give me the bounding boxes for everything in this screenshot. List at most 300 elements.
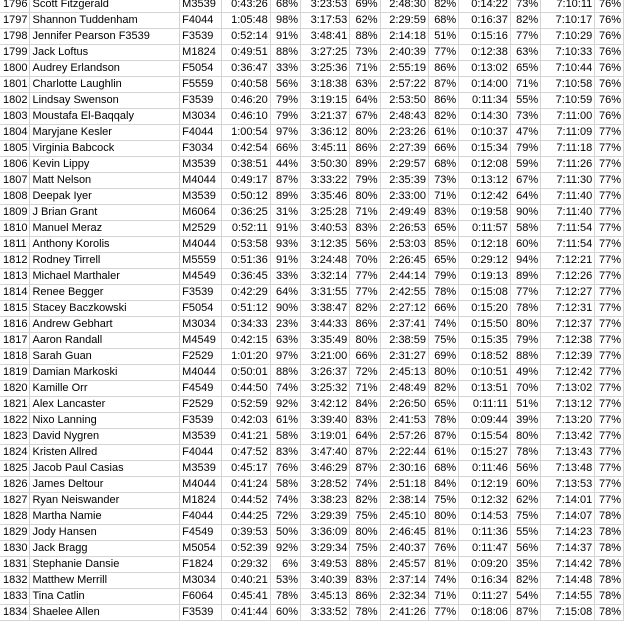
bike-time-cell[interactable]: 3:48:41	[301, 29, 350, 45]
swim-time-cell[interactable]: 0:42:29	[222, 285, 270, 301]
run-pct-cell[interactable]: 77%	[428, 605, 458, 621]
division-cell[interactable]: M3539	[180, 0, 222, 13]
transition-time-cell[interactable]: 0:18:06	[459, 605, 511, 621]
transition-time-cell[interactable]: 0:15:27	[459, 445, 511, 461]
name-cell[interactable]: Manuel Meraz	[30, 221, 180, 237]
total-time-cell[interactable]: 7:10:33	[541, 45, 595, 61]
bib-cell[interactable]: 1810	[0, 221, 30, 237]
bib-cell[interactable]: 1821	[0, 397, 30, 413]
total-pct-cell[interactable]: 77%	[595, 429, 624, 445]
division-cell[interactable]: M6064	[180, 205, 222, 221]
total-time-cell[interactable]: 7:10:11	[541, 0, 595, 13]
total-pct-cell[interactable]: 76%	[595, 29, 624, 45]
swim-pct-cell[interactable]: 64%	[270, 285, 300, 301]
bike-time-cell[interactable]: 3:25:28	[301, 205, 350, 221]
bike-pct-cell[interactable]: 75%	[350, 509, 380, 525]
transition-pct-cell[interactable]: 65%	[510, 61, 540, 77]
total-pct-cell[interactable]: 77%	[595, 413, 624, 429]
bike-time-cell[interactable]: 3:45:13	[301, 589, 350, 605]
bib-cell[interactable]: 1819	[0, 365, 30, 381]
bike-pct-cell[interactable]: 56%	[350, 237, 380, 253]
swim-time-cell[interactable]: 0:52:59	[222, 397, 270, 413]
swim-time-cell[interactable]: 0:53:58	[222, 237, 270, 253]
transition-pct-cell[interactable]: 94%	[510, 253, 540, 269]
name-cell[interactable]: Anthony Korolis	[30, 237, 180, 253]
bike-pct-cell[interactable]: 78%	[350, 605, 380, 621]
swim-pct-cell[interactable]: 68%	[270, 0, 300, 13]
run-pct-cell[interactable]: 65%	[428, 221, 458, 237]
division-cell[interactable]: F4549	[180, 525, 222, 541]
total-time-cell[interactable]: 7:11:54	[541, 221, 595, 237]
swim-time-cell[interactable]: 0:45:17	[222, 461, 270, 477]
total-time-cell[interactable]: 7:14:07	[541, 509, 595, 525]
bike-pct-cell[interactable]: 83%	[350, 221, 380, 237]
transition-time-cell[interactable]: 0:15:08	[459, 285, 511, 301]
total-time-cell[interactable]: 7:11:18	[541, 141, 595, 157]
name-cell[interactable]: Deepak Iyer	[30, 189, 180, 205]
transition-pct-cell[interactable]: 60%	[510, 237, 540, 253]
bike-time-cell[interactable]: 3:42:12	[301, 397, 350, 413]
total-pct-cell[interactable]: 77%	[595, 477, 624, 493]
run-time-cell[interactable]: 2:38:14	[380, 493, 428, 509]
swim-pct-cell[interactable]: 53%	[270, 573, 300, 589]
run-time-cell[interactable]: 2:42:55	[380, 285, 428, 301]
swim-pct-cell[interactable]: 89%	[270, 189, 300, 205]
bib-cell[interactable]: 1826	[0, 477, 30, 493]
run-pct-cell[interactable]: 65%	[428, 397, 458, 413]
bike-pct-cell[interactable]: 82%	[350, 301, 380, 317]
division-cell[interactable]: F4549	[180, 381, 222, 397]
total-time-cell[interactable]: 7:12:37	[541, 317, 595, 333]
bib-cell[interactable]: 1812	[0, 253, 30, 269]
name-cell[interactable]: David Nygren	[30, 429, 180, 445]
total-pct-cell[interactable]: 77%	[595, 173, 624, 189]
bike-time-cell[interactable]: 3:39:40	[301, 413, 350, 429]
name-cell[interactable]: Jody Hansen	[30, 525, 180, 541]
total-pct-cell[interactable]: 77%	[595, 157, 624, 173]
run-time-cell[interactable]: 2:41:26	[380, 605, 428, 621]
run-pct-cell[interactable]: 80%	[428, 365, 458, 381]
swim-pct-cell[interactable]: 98%	[270, 13, 300, 29]
name-cell[interactable]: Matthew Merrill	[30, 573, 180, 589]
run-time-cell[interactable]: 2:51:18	[380, 477, 428, 493]
run-pct-cell[interactable]: 80%	[428, 509, 458, 525]
division-cell[interactable]: F1824	[180, 557, 222, 573]
swim-time-cell[interactable]: 0:34:33	[222, 317, 270, 333]
run-pct-cell[interactable]: 68%	[428, 461, 458, 477]
total-pct-cell[interactable]: 76%	[595, 93, 624, 109]
run-pct-cell[interactable]: 77%	[428, 45, 458, 61]
bike-pct-cell[interactable]: 88%	[350, 557, 380, 573]
transition-time-cell[interactable]: 0:11:47	[459, 541, 511, 557]
run-time-cell[interactable]: 2:33:00	[380, 189, 428, 205]
division-cell[interactable]: F5559	[180, 77, 222, 93]
bike-time-cell[interactable]: 3:33:52	[301, 605, 350, 621]
bib-cell[interactable]: 1831	[0, 557, 30, 573]
division-cell[interactable]: F4044	[180, 13, 222, 29]
bib-cell[interactable]: 1805	[0, 141, 30, 157]
total-pct-cell[interactable]: 76%	[595, 77, 624, 93]
bike-time-cell[interactable]: 3:25:36	[301, 61, 350, 77]
transition-pct-cell[interactable]: 80%	[510, 317, 540, 333]
run-pct-cell[interactable]: 74%	[428, 573, 458, 589]
swim-time-cell[interactable]: 0:42:54	[222, 141, 270, 157]
swim-time-cell[interactable]: 0:50:12	[222, 189, 270, 205]
bib-cell[interactable]: 1827	[0, 493, 30, 509]
total-pct-cell[interactable]: 77%	[595, 253, 624, 269]
transition-pct-cell[interactable]: 87%	[510, 605, 540, 621]
transition-pct-cell[interactable]: 39%	[510, 413, 540, 429]
name-cell[interactable]: Andrew Gebhart	[30, 317, 180, 333]
division-cell[interactable]: F3034	[180, 141, 222, 157]
transition-time-cell[interactable]: 0:18:52	[459, 349, 511, 365]
total-pct-cell[interactable]: 78%	[595, 525, 624, 541]
transition-pct-cell[interactable]: 77%	[510, 285, 540, 301]
transition-time-cell[interactable]: 0:11:27	[459, 589, 511, 605]
total-time-cell[interactable]: 7:13:42	[541, 429, 595, 445]
total-pct-cell[interactable]: 77%	[595, 397, 624, 413]
swim-pct-cell[interactable]: 60%	[270, 605, 300, 621]
name-cell[interactable]: Kevin Lippy	[30, 157, 180, 173]
run-time-cell[interactable]: 2:22:44	[380, 445, 428, 461]
total-time-cell[interactable]: 7:15:08	[541, 605, 595, 621]
run-pct-cell[interactable]: 74%	[428, 317, 458, 333]
transition-pct-cell[interactable]: 60%	[510, 477, 540, 493]
bike-time-cell[interactable]: 3:28:52	[301, 477, 350, 493]
bib-cell[interactable]: 1825	[0, 461, 30, 477]
division-cell[interactable]: F3539	[180, 413, 222, 429]
transition-time-cell[interactable]: 0:16:34	[459, 573, 511, 589]
transition-time-cell[interactable]: 0:09:44	[459, 413, 511, 429]
name-cell[interactable]: Kristen Allred	[30, 445, 180, 461]
run-time-cell[interactable]: 2:29:57	[380, 157, 428, 173]
name-cell[interactable]: Alex Lancaster	[30, 397, 180, 413]
swim-pct-cell[interactable]: 31%	[270, 205, 300, 221]
transition-pct-cell[interactable]: 89%	[510, 269, 540, 285]
transition-pct-cell[interactable]: 51%	[510, 397, 540, 413]
division-cell[interactable]: M3034	[180, 109, 222, 125]
run-time-cell[interactable]: 2:45:57	[380, 557, 428, 573]
division-cell[interactable]: M1824	[180, 493, 222, 509]
bike-time-cell[interactable]: 3:35:46	[301, 189, 350, 205]
run-time-cell[interactable]: 2:30:16	[380, 461, 428, 477]
total-pct-cell[interactable]: 77%	[595, 125, 624, 141]
name-cell[interactable]: Lindsay Swenson	[30, 93, 180, 109]
swim-time-cell[interactable]: 0:50:01	[222, 365, 270, 381]
run-time-cell[interactable]: 2:37:14	[380, 573, 428, 589]
division-cell[interactable]: M4549	[180, 333, 222, 349]
bike-time-cell[interactable]: 3:46:29	[301, 461, 350, 477]
name-cell[interactable]: Charlotte Laughlin	[30, 77, 180, 93]
transition-pct-cell[interactable]: 88%	[510, 349, 540, 365]
run-time-cell[interactable]: 2:53:03	[380, 237, 428, 253]
transition-time-cell[interactable]: 0:14:00	[459, 77, 511, 93]
total-pct-cell[interactable]: 77%	[595, 221, 624, 237]
total-pct-cell[interactable]: 77%	[595, 189, 624, 205]
run-pct-cell[interactable]: 84%	[428, 477, 458, 493]
name-cell[interactable]: Stacey Baczkowski	[30, 301, 180, 317]
run-pct-cell[interactable]: 75%	[428, 493, 458, 509]
transition-pct-cell[interactable]: 82%	[510, 13, 540, 29]
swim-pct-cell[interactable]: 91%	[270, 253, 300, 269]
bike-pct-cell[interactable]: 66%	[350, 349, 380, 365]
transition-pct-cell[interactable]: 56%	[510, 541, 540, 557]
run-pct-cell[interactable]: 76%	[428, 541, 458, 557]
run-pct-cell[interactable]: 83%	[428, 205, 458, 221]
bike-pct-cell[interactable]: 86%	[350, 589, 380, 605]
transition-time-cell[interactable]: 0:10:37	[459, 125, 511, 141]
swim-pct-cell[interactable]: 92%	[270, 541, 300, 557]
total-time-cell[interactable]: 7:13:12	[541, 397, 595, 413]
swim-time-cell[interactable]: 0:49:51	[222, 45, 270, 61]
transition-pct-cell[interactable]: 77%	[510, 29, 540, 45]
bib-cell[interactable]: 1824	[0, 445, 30, 461]
transition-pct-cell[interactable]: 64%	[510, 189, 540, 205]
division-cell[interactable]: M2529	[180, 221, 222, 237]
transition-time-cell[interactable]: 0:15:54	[459, 429, 511, 445]
run-time-cell[interactable]: 2:14:18	[380, 29, 428, 45]
run-pct-cell[interactable]: 68%	[428, 13, 458, 29]
bike-time-cell[interactable]: 3:31:55	[301, 285, 350, 301]
bib-cell[interactable]: 1809	[0, 205, 30, 221]
name-cell[interactable]: Matt Nelson	[30, 173, 180, 189]
division-cell[interactable]: F6064	[180, 589, 222, 605]
swim-time-cell[interactable]: 0:46:10	[222, 109, 270, 125]
bib-cell[interactable]: 1806	[0, 157, 30, 173]
total-time-cell[interactable]: 7:10:59	[541, 93, 595, 109]
run-time-cell[interactable]: 2:26:45	[380, 253, 428, 269]
name-cell[interactable]: Virginia Babcock	[30, 141, 180, 157]
total-pct-cell[interactable]: 78%	[595, 509, 624, 525]
division-cell[interactable]: M4044	[180, 237, 222, 253]
name-cell[interactable]: Ryan Neiswander	[30, 493, 180, 509]
swim-pct-cell[interactable]: 79%	[270, 109, 300, 125]
bib-cell[interactable]: 1800	[0, 61, 30, 77]
total-time-cell[interactable]: 7:10:44	[541, 61, 595, 77]
run-time-cell[interactable]: 2:32:34	[380, 589, 428, 605]
swim-pct-cell[interactable]: 72%	[270, 509, 300, 525]
run-time-cell[interactable]: 2:40:37	[380, 541, 428, 557]
division-cell[interactable]: M3539	[180, 157, 222, 173]
total-pct-cell[interactable]: 77%	[595, 301, 624, 317]
bike-time-cell[interactable]: 3:47:40	[301, 445, 350, 461]
transition-time-cell[interactable]: 0:13:02	[459, 61, 511, 77]
swim-time-cell[interactable]: 0:41:24	[222, 477, 270, 493]
transition-pct-cell[interactable]: 90%	[510, 205, 540, 221]
run-pct-cell[interactable]: 86%	[428, 61, 458, 77]
division-cell[interactable]: M4044	[180, 365, 222, 381]
division-cell[interactable]: F2529	[180, 397, 222, 413]
run-time-cell[interactable]: 2:37:41	[380, 317, 428, 333]
swim-time-cell[interactable]: 0:51:12	[222, 301, 270, 317]
bike-pct-cell[interactable]: 71%	[350, 61, 380, 77]
run-pct-cell[interactable]: 66%	[428, 141, 458, 157]
total-pct-cell[interactable]: 77%	[595, 141, 624, 157]
name-cell[interactable]: Shannon Tuddenham	[30, 13, 180, 29]
bike-pct-cell[interactable]: 80%	[350, 525, 380, 541]
swim-time-cell[interactable]: 0:41:44	[222, 605, 270, 621]
division-cell[interactable]: M3034	[180, 317, 222, 333]
name-cell[interactable]: Stephanie Dansie	[30, 557, 180, 573]
name-cell[interactable]: Kamille Orr	[30, 381, 180, 397]
name-cell[interactable]: Tina Catlin	[30, 589, 180, 605]
bike-time-cell[interactable]: 3:45:11	[301, 141, 350, 157]
bib-cell[interactable]: 1820	[0, 381, 30, 397]
total-pct-cell[interactable]: 76%	[595, 0, 624, 13]
total-pct-cell[interactable]: 78%	[595, 605, 624, 621]
transition-pct-cell[interactable]: 56%	[510, 461, 540, 477]
bib-cell[interactable]: 1813	[0, 269, 30, 285]
bike-pct-cell[interactable]: 69%	[350, 0, 380, 13]
bike-pct-cell[interactable]: 83%	[350, 573, 380, 589]
name-cell[interactable]: Jennifer Pearson F3539	[30, 29, 180, 45]
transition-pct-cell[interactable]: 78%	[510, 301, 540, 317]
swim-pct-cell[interactable]: 88%	[270, 45, 300, 61]
total-pct-cell[interactable]: 77%	[595, 285, 624, 301]
transition-time-cell[interactable]: 0:10:51	[459, 365, 511, 381]
bike-time-cell[interactable]: 3:40:39	[301, 573, 350, 589]
run-pct-cell[interactable]: 82%	[428, 381, 458, 397]
run-time-cell[interactable]: 2:40:39	[380, 45, 428, 61]
transition-time-cell[interactable]: 0:12:32	[459, 493, 511, 509]
name-cell[interactable]: Jack Loftus	[30, 45, 180, 61]
swim-pct-cell[interactable]: 66%	[270, 141, 300, 157]
transition-pct-cell[interactable]: 58%	[510, 221, 540, 237]
transition-time-cell[interactable]: 0:15:34	[459, 141, 511, 157]
transition-time-cell[interactable]: 0:16:37	[459, 13, 511, 29]
swim-time-cell[interactable]: 0:44:50	[222, 381, 270, 397]
run-time-cell[interactable]: 2:31:27	[380, 349, 428, 365]
swim-pct-cell[interactable]: 44%	[270, 157, 300, 173]
bib-cell[interactable]: 1808	[0, 189, 30, 205]
run-pct-cell[interactable]: 51%	[428, 29, 458, 45]
run-pct-cell[interactable]: 78%	[428, 413, 458, 429]
division-cell[interactable]: M3539	[180, 429, 222, 445]
run-time-cell[interactable]: 2:29:59	[380, 13, 428, 29]
bike-time-cell[interactable]: 3:29:34	[301, 541, 350, 557]
run-pct-cell[interactable]: 61%	[428, 125, 458, 141]
total-pct-cell[interactable]: 77%	[595, 493, 624, 509]
bike-time-cell[interactable]: 3:33:22	[301, 173, 350, 189]
transition-pct-cell[interactable]: 79%	[510, 141, 540, 157]
bike-pct-cell[interactable]: 86%	[350, 141, 380, 157]
swim-pct-cell[interactable]: 78%	[270, 589, 300, 605]
run-time-cell[interactable]: 2:27:39	[380, 141, 428, 157]
total-pct-cell[interactable]: 77%	[595, 445, 624, 461]
run-pct-cell[interactable]: 87%	[428, 77, 458, 93]
bike-time-cell[interactable]: 3:21:00	[301, 349, 350, 365]
run-time-cell[interactable]: 2:57:26	[380, 429, 428, 445]
total-pct-cell[interactable]: 78%	[595, 573, 624, 589]
run-pct-cell[interactable]: 66%	[428, 301, 458, 317]
bib-cell[interactable]: 1804	[0, 125, 30, 141]
bib-cell[interactable]: 1817	[0, 333, 30, 349]
bike-time-cell[interactable]: 3:19:01	[301, 429, 350, 445]
run-pct-cell[interactable]: 65%	[428, 253, 458, 269]
run-time-cell[interactable]: 2:53:50	[380, 93, 428, 109]
run-time-cell[interactable]: 2:38:59	[380, 333, 428, 349]
bike-pct-cell[interactable]: 89%	[350, 157, 380, 173]
swim-time-cell[interactable]: 1:05:48	[222, 13, 270, 29]
bike-time-cell[interactable]: 3:21:37	[301, 109, 350, 125]
run-pct-cell[interactable]: 68%	[428, 157, 458, 173]
total-pct-cell[interactable]: 77%	[595, 269, 624, 285]
swim-time-cell[interactable]: 0:45:41	[222, 589, 270, 605]
swim-pct-cell[interactable]: 23%	[270, 317, 300, 333]
run-time-cell[interactable]: 2:35:39	[380, 173, 428, 189]
total-time-cell[interactable]: 7:11:00	[541, 109, 595, 125]
name-cell[interactable]: Audrey Erlandson	[30, 61, 180, 77]
swim-pct-cell[interactable]: 88%	[270, 365, 300, 381]
total-time-cell[interactable]: 7:12:31	[541, 301, 595, 317]
total-time-cell[interactable]: 7:13:43	[541, 445, 595, 461]
run-time-cell[interactable]: 2:45:13	[380, 365, 428, 381]
division-cell[interactable]: F3539	[180, 285, 222, 301]
transition-time-cell[interactable]: 0:19:58	[459, 205, 511, 221]
total-pct-cell[interactable]: 78%	[595, 541, 624, 557]
total-time-cell[interactable]: 7:12:38	[541, 333, 595, 349]
total-time-cell[interactable]: 7:13:48	[541, 461, 595, 477]
bike-pct-cell[interactable]: 82%	[350, 493, 380, 509]
swim-pct-cell[interactable]: 92%	[270, 397, 300, 413]
swim-time-cell[interactable]: 0:52:14	[222, 29, 270, 45]
run-pct-cell[interactable]: 73%	[428, 173, 458, 189]
swim-time-cell[interactable]: 1:01:20	[222, 349, 270, 365]
bike-pct-cell[interactable]: 77%	[350, 285, 380, 301]
name-cell[interactable]: Scott Fitzgerald	[30, 0, 180, 13]
name-cell[interactable]: Maryjane Kesler	[30, 125, 180, 141]
swim-time-cell[interactable]: 0:51:36	[222, 253, 270, 269]
bike-pct-cell[interactable]: 64%	[350, 93, 380, 109]
transition-pct-cell[interactable]: 71%	[510, 77, 540, 93]
bike-pct-cell[interactable]: 73%	[350, 45, 380, 61]
bib-cell[interactable]: 1802	[0, 93, 30, 109]
division-cell[interactable]: F5054	[180, 301, 222, 317]
swim-time-cell[interactable]: 0:52:39	[222, 541, 270, 557]
swim-pct-cell[interactable]: 56%	[270, 77, 300, 93]
bike-time-cell[interactable]: 3:32:14	[301, 269, 350, 285]
bike-time-cell[interactable]: 3:23:53	[301, 0, 350, 13]
total-time-cell[interactable]: 7:11:26	[541, 157, 595, 173]
transition-time-cell[interactable]: 0:15:16	[459, 29, 511, 45]
name-cell[interactable]: Damian Markoski	[30, 365, 180, 381]
bib-cell[interactable]: 1803	[0, 109, 30, 125]
run-time-cell[interactable]: 2:57:22	[380, 77, 428, 93]
bike-pct-cell[interactable]: 79%	[350, 173, 380, 189]
swim-time-cell[interactable]: 0:52:11	[222, 221, 270, 237]
division-cell[interactable]: M5054	[180, 541, 222, 557]
run-time-cell[interactable]: 2:27:12	[380, 301, 428, 317]
bike-time-cell[interactable]: 3:36:12	[301, 125, 350, 141]
total-pct-cell[interactable]: 78%	[595, 589, 624, 605]
transition-time-cell[interactable]: 0:12:38	[459, 45, 511, 61]
transition-pct-cell[interactable]: 62%	[510, 493, 540, 509]
total-pct-cell[interactable]: 76%	[595, 109, 624, 125]
bib-cell[interactable]: 1829	[0, 525, 30, 541]
bike-pct-cell[interactable]: 84%	[350, 397, 380, 413]
bib-cell[interactable]: 1834	[0, 605, 30, 621]
total-time-cell[interactable]: 7:10:17	[541, 13, 595, 29]
swim-pct-cell[interactable]: 74%	[270, 381, 300, 397]
transition-pct-cell[interactable]: 73%	[510, 109, 540, 125]
swim-time-cell[interactable]: 0:29:32	[222, 557, 270, 573]
division-cell[interactable]: F4044	[180, 445, 222, 461]
transition-time-cell[interactable]: 0:15:50	[459, 317, 511, 333]
transition-pct-cell[interactable]: 35%	[510, 557, 540, 573]
bike-time-cell[interactable]: 3:24:48	[301, 253, 350, 269]
division-cell[interactable]: M3539	[180, 461, 222, 477]
bike-pct-cell[interactable]: 87%	[350, 445, 380, 461]
